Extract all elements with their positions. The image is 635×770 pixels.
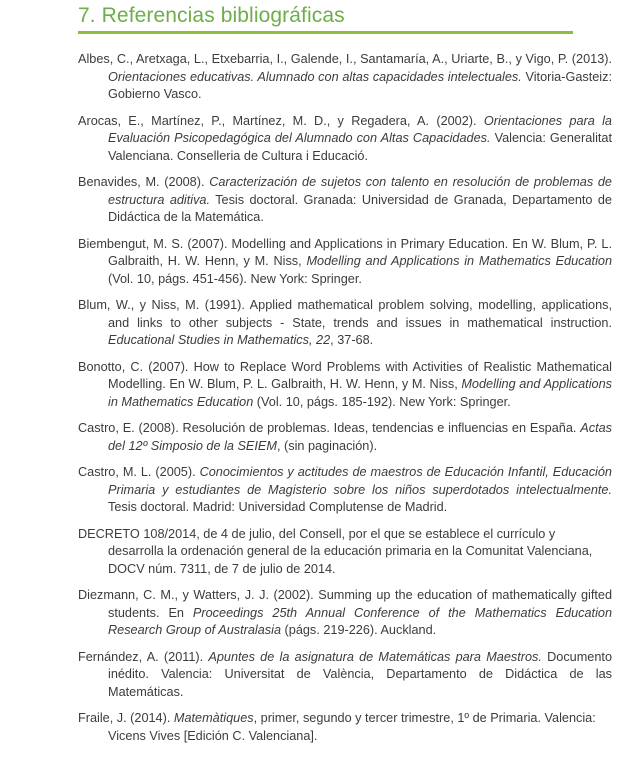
reference-italic-segment: Apuntes de la asignatura de Matemáticas para Maestros.	[208, 649, 542, 664]
reference-entry	[78, 710, 612, 745]
reference-text-segment: Documento inédito. Valencia: Universitat de València, Departamento de Didáctica de las Matemáticas.	[108, 649, 612, 699]
reference-text-segment: Blum, W., y Niss, M. (1991). Applied mathematical problem solving, modelling, applications, and links to other subjects - State, trends and issues in mathematical instruction.	[78, 298, 612, 330]
reference-italic-segment: Educational Studies in Mathematics, 22	[108, 333, 331, 347]
reference-text-segment: Tesis doctoral. Granada: Universidad de Granada, Departamento de Didáctica de la Matemática.	[108, 192, 612, 224]
reference-text-segment: , 37-68.	[330, 333, 374, 347]
reference-entry	[78, 464, 612, 517]
reference-text-segment: Fernández, A. (2011).	[78, 649, 209, 664]
reference-italic-segment: Proceedings 25th Annual Conference of the Mathematics Education Research Group of Australasia	[108, 605, 612, 637]
reference-text-segment: Fraile, J. (2014).	[78, 711, 174, 725]
reference-entry	[78, 587, 612, 640]
reference-text-segment: (págs. 219-226). Auckland.	[281, 623, 437, 637]
reference-entry	[78, 420, 612, 455]
reference-entry	[78, 526, 612, 579]
reference-italic-segment: Modelling and Applications in Mathematics Education	[108, 377, 612, 409]
title-rule	[78, 31, 573, 34]
reference-text-segment: (Vol. 10, págs. 185-192). New York: Springer.	[253, 394, 511, 409]
reference-text-segment: Castro, M. L. (2005).	[78, 465, 200, 479]
reference-text-segment: Vitoria-Gasteiz: Gobierno Vasco.	[108, 69, 612, 101]
reference-text-segment: Tesis doctoral. Madrid: Universidad Complutense de Madrid.	[108, 500, 448, 514]
reference-text-segment: Benavides, M. (2008).	[78, 175, 210, 189]
reference-entry	[78, 113, 612, 166]
reference-italic-segment: Modelling and Applications in Mathematics Education	[306, 254, 613, 268]
reference-entry	[78, 297, 612, 350]
reference-italic-segment: Matemàtiques	[173, 711, 254, 725]
reference-italic-segment: Actas del 12º Simposio de la SEIEM	[108, 421, 612, 453]
reference-text-segment: Diezmann, C. M., y Watters, J. J. (2002). Summing up the education of mathematically gifted students. En	[78, 588, 612, 620]
reference-italic-segment: Orientaciones educativas. Alumnado con altas capacidades intelectuales.	[108, 69, 522, 84]
reference-text-segment: , (sin paginación).	[276, 438, 378, 453]
reference-text-segment: Biembengut, M. S. (2007). Modelling and Applications in Primary Education. En W. Blum, P. L. Galbraith, H. W. Henn, y M. Niss,	[78, 236, 612, 268]
reference-text-segment: Valencia: Generalitat Valenciana. Conselleria de Cultura i Educació.	[108, 131, 612, 163]
reference-italic-segment: Orientaciones para la Evaluación Psicopedagógica del Alumnado con Altas Capacidades.	[108, 113, 612, 145]
reference-italic-segment: Conocimientos y actitudes de maestros de Educación Infantil, Educación Primaria y estudiantes de Magisterio sobre los niños superdotados intelectualmente.	[108, 465, 612, 497]
references-list	[78, 51, 612, 745]
reference-text-segment: Albes, C., Aretxaga, L., Etxebarria, I., Galende, I., Santamaría, A., Uriarte, B., y Vigo, P. (2013).	[78, 52, 612, 66]
section-title: 7. Referencias bibliográficas	[78, 4, 345, 27]
reference-entry	[78, 649, 612, 702]
reference-entry	[78, 51, 612, 104]
reference-entry	[78, 236, 612, 289]
reference-text-segment: Bonotto, C. (2007). How to Replace Word Problems with Activities of Realistic Mathematical Modelling. En W. Blum, P. L. Galbraith, H. W. Henn, y M. Niss,	[78, 359, 612, 391]
reference-text-segment: , primer, segundo y tercer trimestre, 1º de Primaria. Valencia: Vicens Vives [Edición C. Valenciana].	[108, 711, 596, 743]
reference-italic-segment: Caracterización de sujetos con talento en resolución de problemas de estructura aditiva.	[108, 175, 612, 207]
reference-text-segment: Arocas, E., Martínez, P., Martínez, M. D., y Regadera, A. (2002).	[78, 113, 484, 128]
reference-text-segment: DECRETO 108/2014, de 4 de julio, del Consell, por el que se establece el currículo y desarrolla la ordenación general de la educación primaria en la Comunitat Valenciana, DOCV núm. 7311, de 7 de julio de 2014.	[78, 526, 593, 576]
reference-entry	[78, 359, 612, 412]
reference-text-segment: Castro, E. (2008). Resolución de problemas. Ideas, tendencias e influencias en España.	[78, 421, 581, 435]
reference-text-segment: (Vol. 10, págs. 451-456). New York: Springer.	[108, 271, 362, 286]
reference-entry	[78, 174, 612, 227]
